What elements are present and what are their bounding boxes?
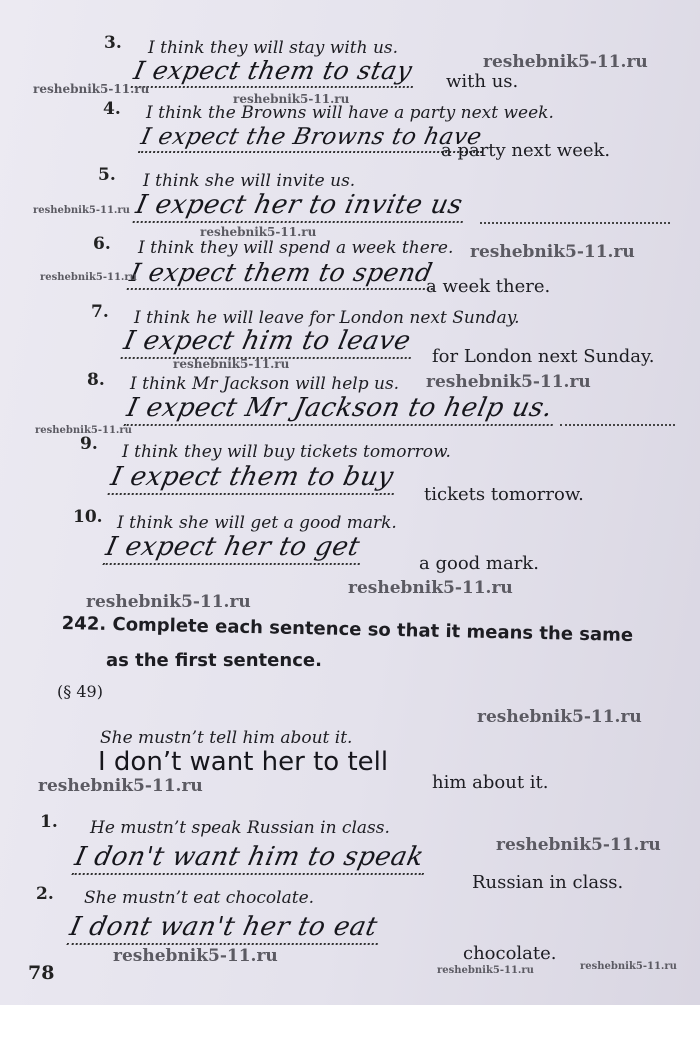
item-answer: I expect her to get	[102, 532, 366, 565]
example-answer: I don’t want her to tell	[98, 747, 389, 777]
item-number: 4.	[103, 99, 121, 119]
example-tail: him about it.	[432, 772, 549, 793]
exercise-heading	[62, 613, 634, 646]
item-prompt: I think they will buy tickets tomorrow.	[122, 442, 451, 462]
item-answer: I dont wan't her to eat	[66, 912, 384, 945]
watermark: reshebnik5-11.ru	[477, 707, 642, 727]
watermark: reshebnik5-11.ru	[426, 372, 591, 392]
watermark: reshebnik5-11.ru	[38, 776, 203, 796]
item-answer: I don't want him to speak	[71, 842, 430, 875]
item-answer: I expect her to invite us	[132, 190, 469, 223]
item-number: 2.	[36, 884, 54, 904]
page-number: 78	[28, 962, 55, 984]
item-number: 1.	[40, 812, 58, 832]
item-number: 7.	[91, 302, 109, 322]
watermark: reshebnik5-11.ru	[33, 205, 130, 216]
answer-line	[560, 424, 675, 426]
item-prompt: I think the Browns will have a party next week.	[146, 103, 554, 123]
item-prompt: I think she will get a good mark.	[117, 513, 397, 533]
item-prompt: She mustn’t eat chocolate.	[84, 888, 315, 908]
item-tail: a good mark.	[419, 553, 539, 574]
watermark: reshebnik5-11.ru	[483, 52, 648, 72]
exercise-title-line1: Complete each sentence so that it means the same	[112, 614, 634, 646]
item-answer: I expect them to spend	[127, 258, 440, 290]
item-number: 10.	[73, 507, 103, 527]
exercise-title-line2: as the first sentence.	[106, 650, 322, 671]
item-prompt: I think they will spend a week there.	[138, 238, 454, 258]
section-reference: (§ 49)	[57, 682, 103, 701]
item-number: 8.	[87, 370, 105, 390]
watermark: reshebnik5-11.ru	[86, 592, 251, 612]
item-tail: a week there.	[426, 276, 551, 297]
watermark: reshebnik5-11.ru	[40, 272, 137, 283]
item-tail: a party next week.	[441, 140, 611, 161]
item-prompt: I think Mr Jackson will help us.	[130, 374, 400, 394]
item-prompt: I think she will invite us.	[143, 171, 356, 191]
item-prompt: I think they will stay with us.	[148, 38, 399, 58]
watermark: reshebnik5-11.ru	[437, 965, 534, 976]
item-prompt: I think he will leave for London next Sunday.	[134, 308, 520, 328]
item-answer: I expect them to stay	[131, 56, 419, 88]
example-prompt: She mustn’t tell him about it.	[100, 728, 353, 748]
item-number: 6.	[93, 234, 111, 254]
watermark: reshebnik5-11.ru	[113, 946, 278, 966]
watermark: reshebnik5-11.ru	[200, 225, 317, 239]
watermark: reshebnik5-11.ru	[580, 961, 677, 972]
item-number: 3.	[104, 33, 122, 53]
watermark: reshebnik5-11.ru	[348, 578, 513, 598]
watermark: reshebnik5-11.ru	[233, 92, 350, 106]
watermark: reshebnik5-11.ru	[35, 425, 132, 436]
item-answer: I expect Mr Jackson to help us.	[123, 393, 559, 426]
item-tail: with us.	[446, 71, 519, 92]
watermark: reshebnik5-11.ru	[496, 835, 661, 855]
item-tail: Russian in class.	[472, 872, 624, 893]
item-answer: I expect the Browns to have	[138, 124, 488, 153]
item-number: 9.	[80, 434, 98, 454]
exercise-number: 242.	[61, 613, 107, 635]
watermark: reshebnik5-11.ru	[173, 357, 290, 371]
item-tail: chocolate.	[463, 943, 557, 964]
watermark: reshebnik5-11.ru	[33, 82, 150, 96]
watermark: reshebnik5-11.ru	[470, 242, 635, 262]
item-tail: tickets tomorrow.	[424, 484, 584, 505]
answer-line	[480, 222, 670, 224]
item-answer: I expect them to buy	[107, 462, 400, 495]
item-answer: I expect him to leave	[120, 326, 417, 359]
item-number: 5.	[98, 165, 116, 185]
item-prompt: He mustn’t speak Russian in class.	[90, 818, 390, 838]
item-tail: for London next Sunday.	[432, 346, 655, 367]
